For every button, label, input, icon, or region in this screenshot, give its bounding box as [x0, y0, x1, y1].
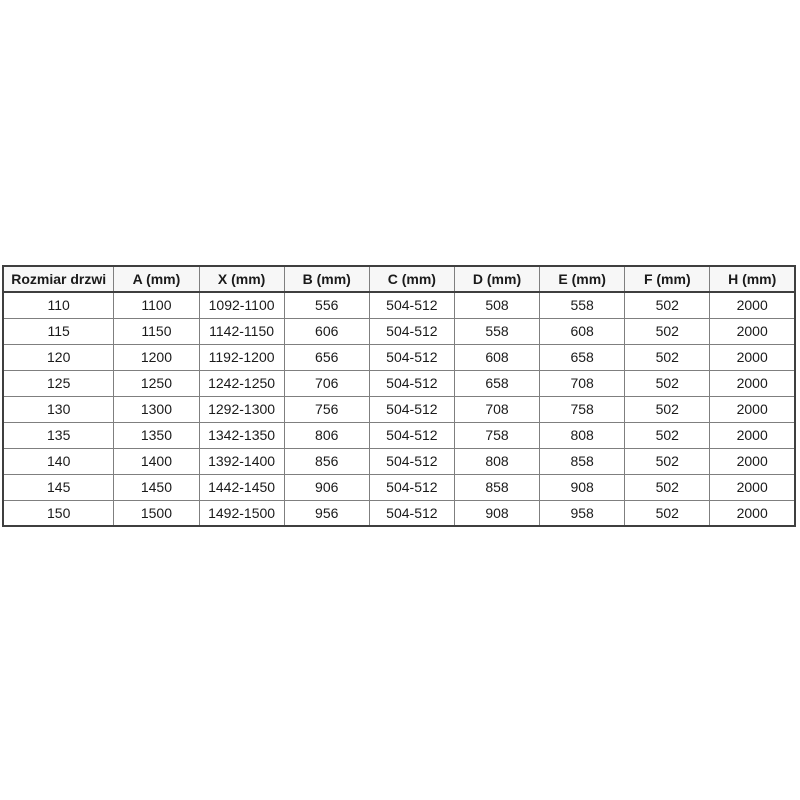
table-cell: 110 [3, 292, 114, 318]
table-cell: 1100 [114, 292, 199, 318]
table-cell: 504-512 [369, 318, 454, 344]
table-cell: 2000 [710, 448, 795, 474]
table-cell: 708 [454, 396, 539, 422]
table-cell: 135 [3, 422, 114, 448]
size-table-body [3, 292, 795, 526]
table-cell: 502 [625, 318, 710, 344]
table-row [3, 448, 795, 474]
table-cell: 502 [625, 344, 710, 370]
table-cell: 908 [540, 474, 625, 500]
table-cell: 504-512 [369, 500, 454, 526]
table-cell: 708 [540, 370, 625, 396]
table-cell: 656 [284, 344, 369, 370]
column-header: H (mm) [710, 266, 795, 292]
column-header: C (mm) [369, 266, 454, 292]
table-cell: 956 [284, 500, 369, 526]
table-cell: 556 [284, 292, 369, 318]
table-cell: 502 [625, 396, 710, 422]
table-cell: 1350 [114, 422, 199, 448]
table-cell: 1292-1300 [199, 396, 284, 422]
table-cell: 1500 [114, 500, 199, 526]
table-cell: 758 [540, 396, 625, 422]
table-row [3, 396, 795, 422]
table-cell: 145 [3, 474, 114, 500]
table-cell: 2000 [710, 396, 795, 422]
table-cell: 2000 [710, 422, 795, 448]
column-header: Rozmiar drzwi [3, 266, 114, 292]
table-cell: 2000 [710, 370, 795, 396]
column-header: D (mm) [454, 266, 539, 292]
table-cell: 858 [540, 448, 625, 474]
table-cell: 1342-1350 [199, 422, 284, 448]
table-cell: 1400 [114, 448, 199, 474]
table-cell: 606 [284, 318, 369, 344]
table-cell: 502 [625, 422, 710, 448]
table-cell: 130 [3, 396, 114, 422]
column-header: X (mm) [199, 266, 284, 292]
table-cell: 504-512 [369, 292, 454, 318]
table-cell: 502 [625, 370, 710, 396]
table-row [3, 292, 795, 318]
table-cell: 758 [454, 422, 539, 448]
table-cell: 508 [454, 292, 539, 318]
size-table-container [2, 265, 796, 527]
table-cell: 658 [540, 344, 625, 370]
column-header: E (mm) [540, 266, 625, 292]
table-cell: 1250 [114, 370, 199, 396]
table-cell: 2000 [710, 344, 795, 370]
table-cell: 504-512 [369, 448, 454, 474]
table-row [3, 318, 795, 344]
size-table-head [3, 266, 795, 292]
table-cell: 1450 [114, 474, 199, 500]
column-header: A (mm) [114, 266, 199, 292]
table-cell: 908 [454, 500, 539, 526]
table-cell: 558 [540, 292, 625, 318]
table-cell: 504-512 [369, 396, 454, 422]
table-cell: 856 [284, 448, 369, 474]
table-cell: 2000 [710, 474, 795, 500]
table-cell: 706 [284, 370, 369, 396]
table-row [3, 370, 795, 396]
table-cell: 858 [454, 474, 539, 500]
table-cell: 2000 [710, 292, 795, 318]
table-cell: 2000 [710, 500, 795, 526]
table-cell: 504-512 [369, 344, 454, 370]
table-cell: 2000 [710, 318, 795, 344]
table-cell: 1192-1200 [199, 344, 284, 370]
table-cell: 504-512 [369, 422, 454, 448]
table-cell: 502 [625, 292, 710, 318]
table-cell: 115 [3, 318, 114, 344]
table-cell: 558 [454, 318, 539, 344]
table-cell: 756 [284, 396, 369, 422]
table-cell: 502 [625, 474, 710, 500]
table-cell: 1492-1500 [199, 500, 284, 526]
table-cell: 608 [540, 318, 625, 344]
table-cell: 1392-1400 [199, 448, 284, 474]
table-row [3, 474, 795, 500]
table-cell: 1092-1100 [199, 292, 284, 318]
table-cell: 502 [625, 500, 710, 526]
column-header: F (mm) [625, 266, 710, 292]
table-cell: 125 [3, 370, 114, 396]
column-header: B (mm) [284, 266, 369, 292]
table-cell: 1200 [114, 344, 199, 370]
table-cell: 1442-1450 [199, 474, 284, 500]
table-cell: 958 [540, 500, 625, 526]
table-cell: 806 [284, 422, 369, 448]
table-cell: 808 [454, 448, 539, 474]
table-cell: 504-512 [369, 370, 454, 396]
table-row [3, 422, 795, 448]
table-row [3, 344, 795, 370]
table-row [3, 500, 795, 526]
size-table [2, 265, 796, 527]
table-cell: 1300 [114, 396, 199, 422]
table-cell: 906 [284, 474, 369, 500]
table-cell: 658 [454, 370, 539, 396]
table-cell: 1150 [114, 318, 199, 344]
table-cell: 150 [3, 500, 114, 526]
table-cell: 502 [625, 448, 710, 474]
table-cell: 140 [3, 448, 114, 474]
header-row [3, 266, 795, 292]
table-cell: 608 [454, 344, 539, 370]
table-cell: 120 [3, 344, 114, 370]
table-cell: 1242-1250 [199, 370, 284, 396]
table-cell: 1142-1150 [199, 318, 284, 344]
table-cell: 808 [540, 422, 625, 448]
table-cell: 504-512 [369, 474, 454, 500]
